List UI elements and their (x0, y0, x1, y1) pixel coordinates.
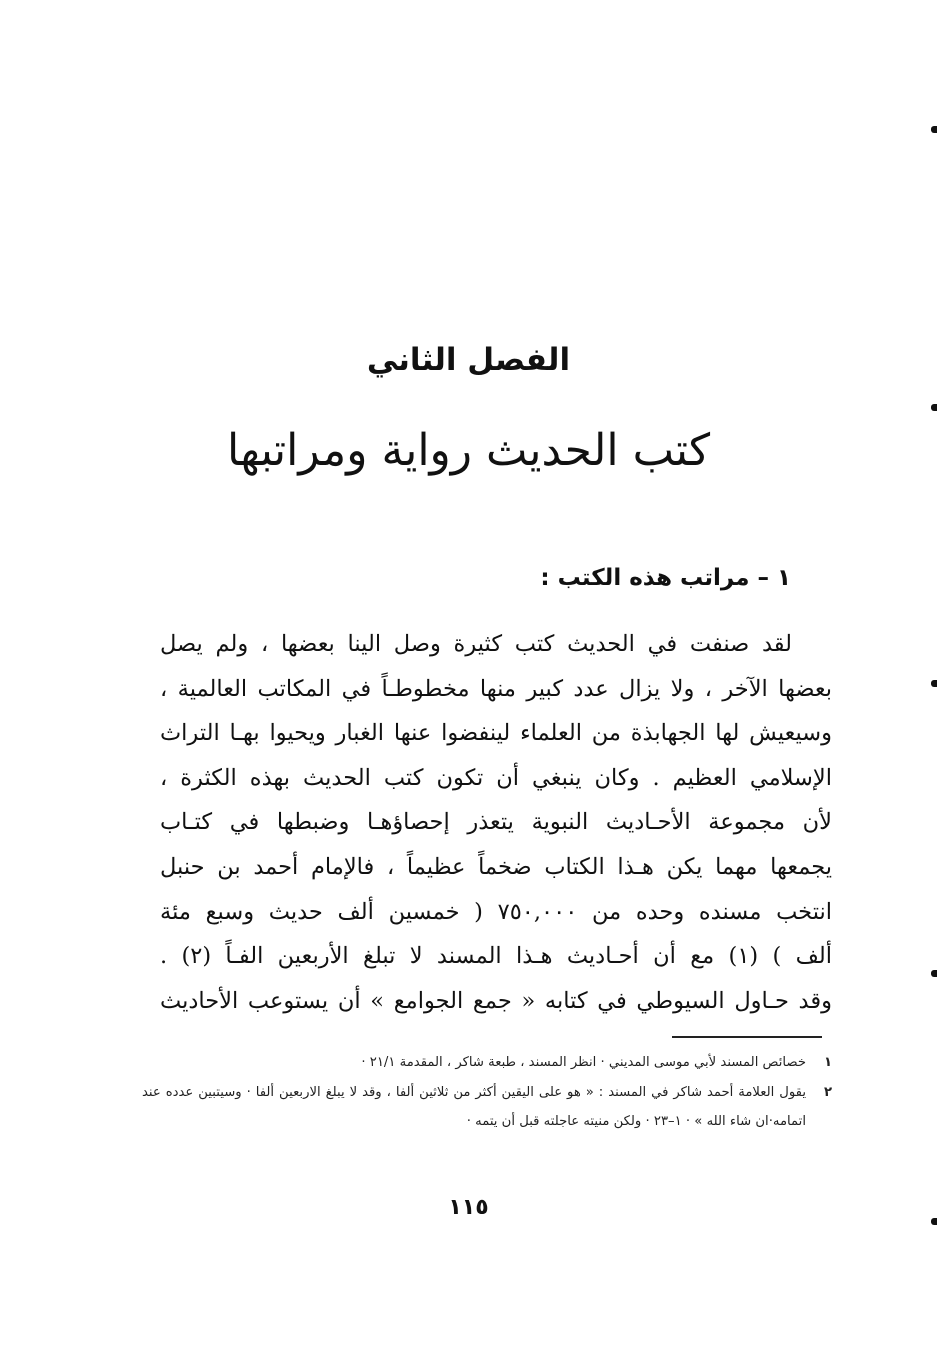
section-heading: ١ – مراتب هذه الكتب : (540, 565, 791, 591)
scan-edge-mark (931, 970, 937, 977)
footnote-text: خصائص المسند لأبي موسى المديني · انظر المسند ، طبعة شاكر ، المقدمة ٢١/١ · (361, 1055, 806, 1070)
body-text (160, 622, 832, 1023)
scan-edge-mark (931, 1218, 937, 1225)
body-line: يجمعها مهما يكن هـذا الكتاب ضخماً عظيماً ، فالإمام أحمد بن حنبل (160, 853, 832, 880)
body-line: بعضها الآخر ، ولا يزال عدد كبير منها مخطوطـاً في المكاتب العالمية ، (160, 675, 832, 702)
body-line: وسيعيش لها الجهابذة من العلماء لينفضوا عنها الغبار ويحيوا بهـا التراث (160, 720, 832, 747)
footnote (142, 1078, 832, 1136)
scan-edge-mark (931, 404, 937, 411)
scan-edge-mark (931, 680, 937, 687)
body-line: لأن مجموعة الأحـاديث النبوية يتعذر إحصاؤهـا وضبطها في كتـاب (160, 809, 832, 836)
page-number: ١١٥ (448, 1195, 489, 1220)
footnotes (142, 1048, 832, 1137)
footnote-divider (672, 1036, 822, 1038)
footnote-number: ١ (823, 1055, 832, 1070)
scan-edge-mark (931, 126, 937, 133)
chapter-label: الفصل الثاني (366, 342, 571, 378)
chapter-title: كتب الحديث رواية ومراتبها (226, 425, 711, 476)
footnote-text: يقول العلامة أحمد شاكر في المسند : « هو على اليقين أكثر من ثلاثين ألفا ، وقد لا يبلغ الاربعين ألفا · وسيتبين عدده عند اتمامه·ان شاء الله » · ١–٢٣ · ولكن منيته عاجلته قبل أن يتمه · (142, 1085, 806, 1129)
footnote-number: ٢ (823, 1085, 832, 1100)
body-line: انتخب مسنده وحده من ٧٥٠,٠٠٠ ( خمسين ألف حديث وسبع مئة (160, 898, 832, 925)
body-line: لقد صنفت في الحديث كتب كثيرة وصل الينا بعضها ، ولم يصل (160, 631, 792, 657)
footnote (142, 1048, 832, 1077)
body-line: ألف ) (١) مع أن أحـاديث هـذا المسند لا تبلغ الأربعين الفـاً (٢) . (160, 943, 832, 970)
body-line: وقد حـاول السيوطي في كتابه « جمع الجوامع » أن يستوعب الأحاديث (160, 987, 832, 1014)
body-line: الإسلامي العظيم . وكان ينبغي أن تكون كتب الحديث بهذه الكثرة ، (160, 764, 832, 791)
